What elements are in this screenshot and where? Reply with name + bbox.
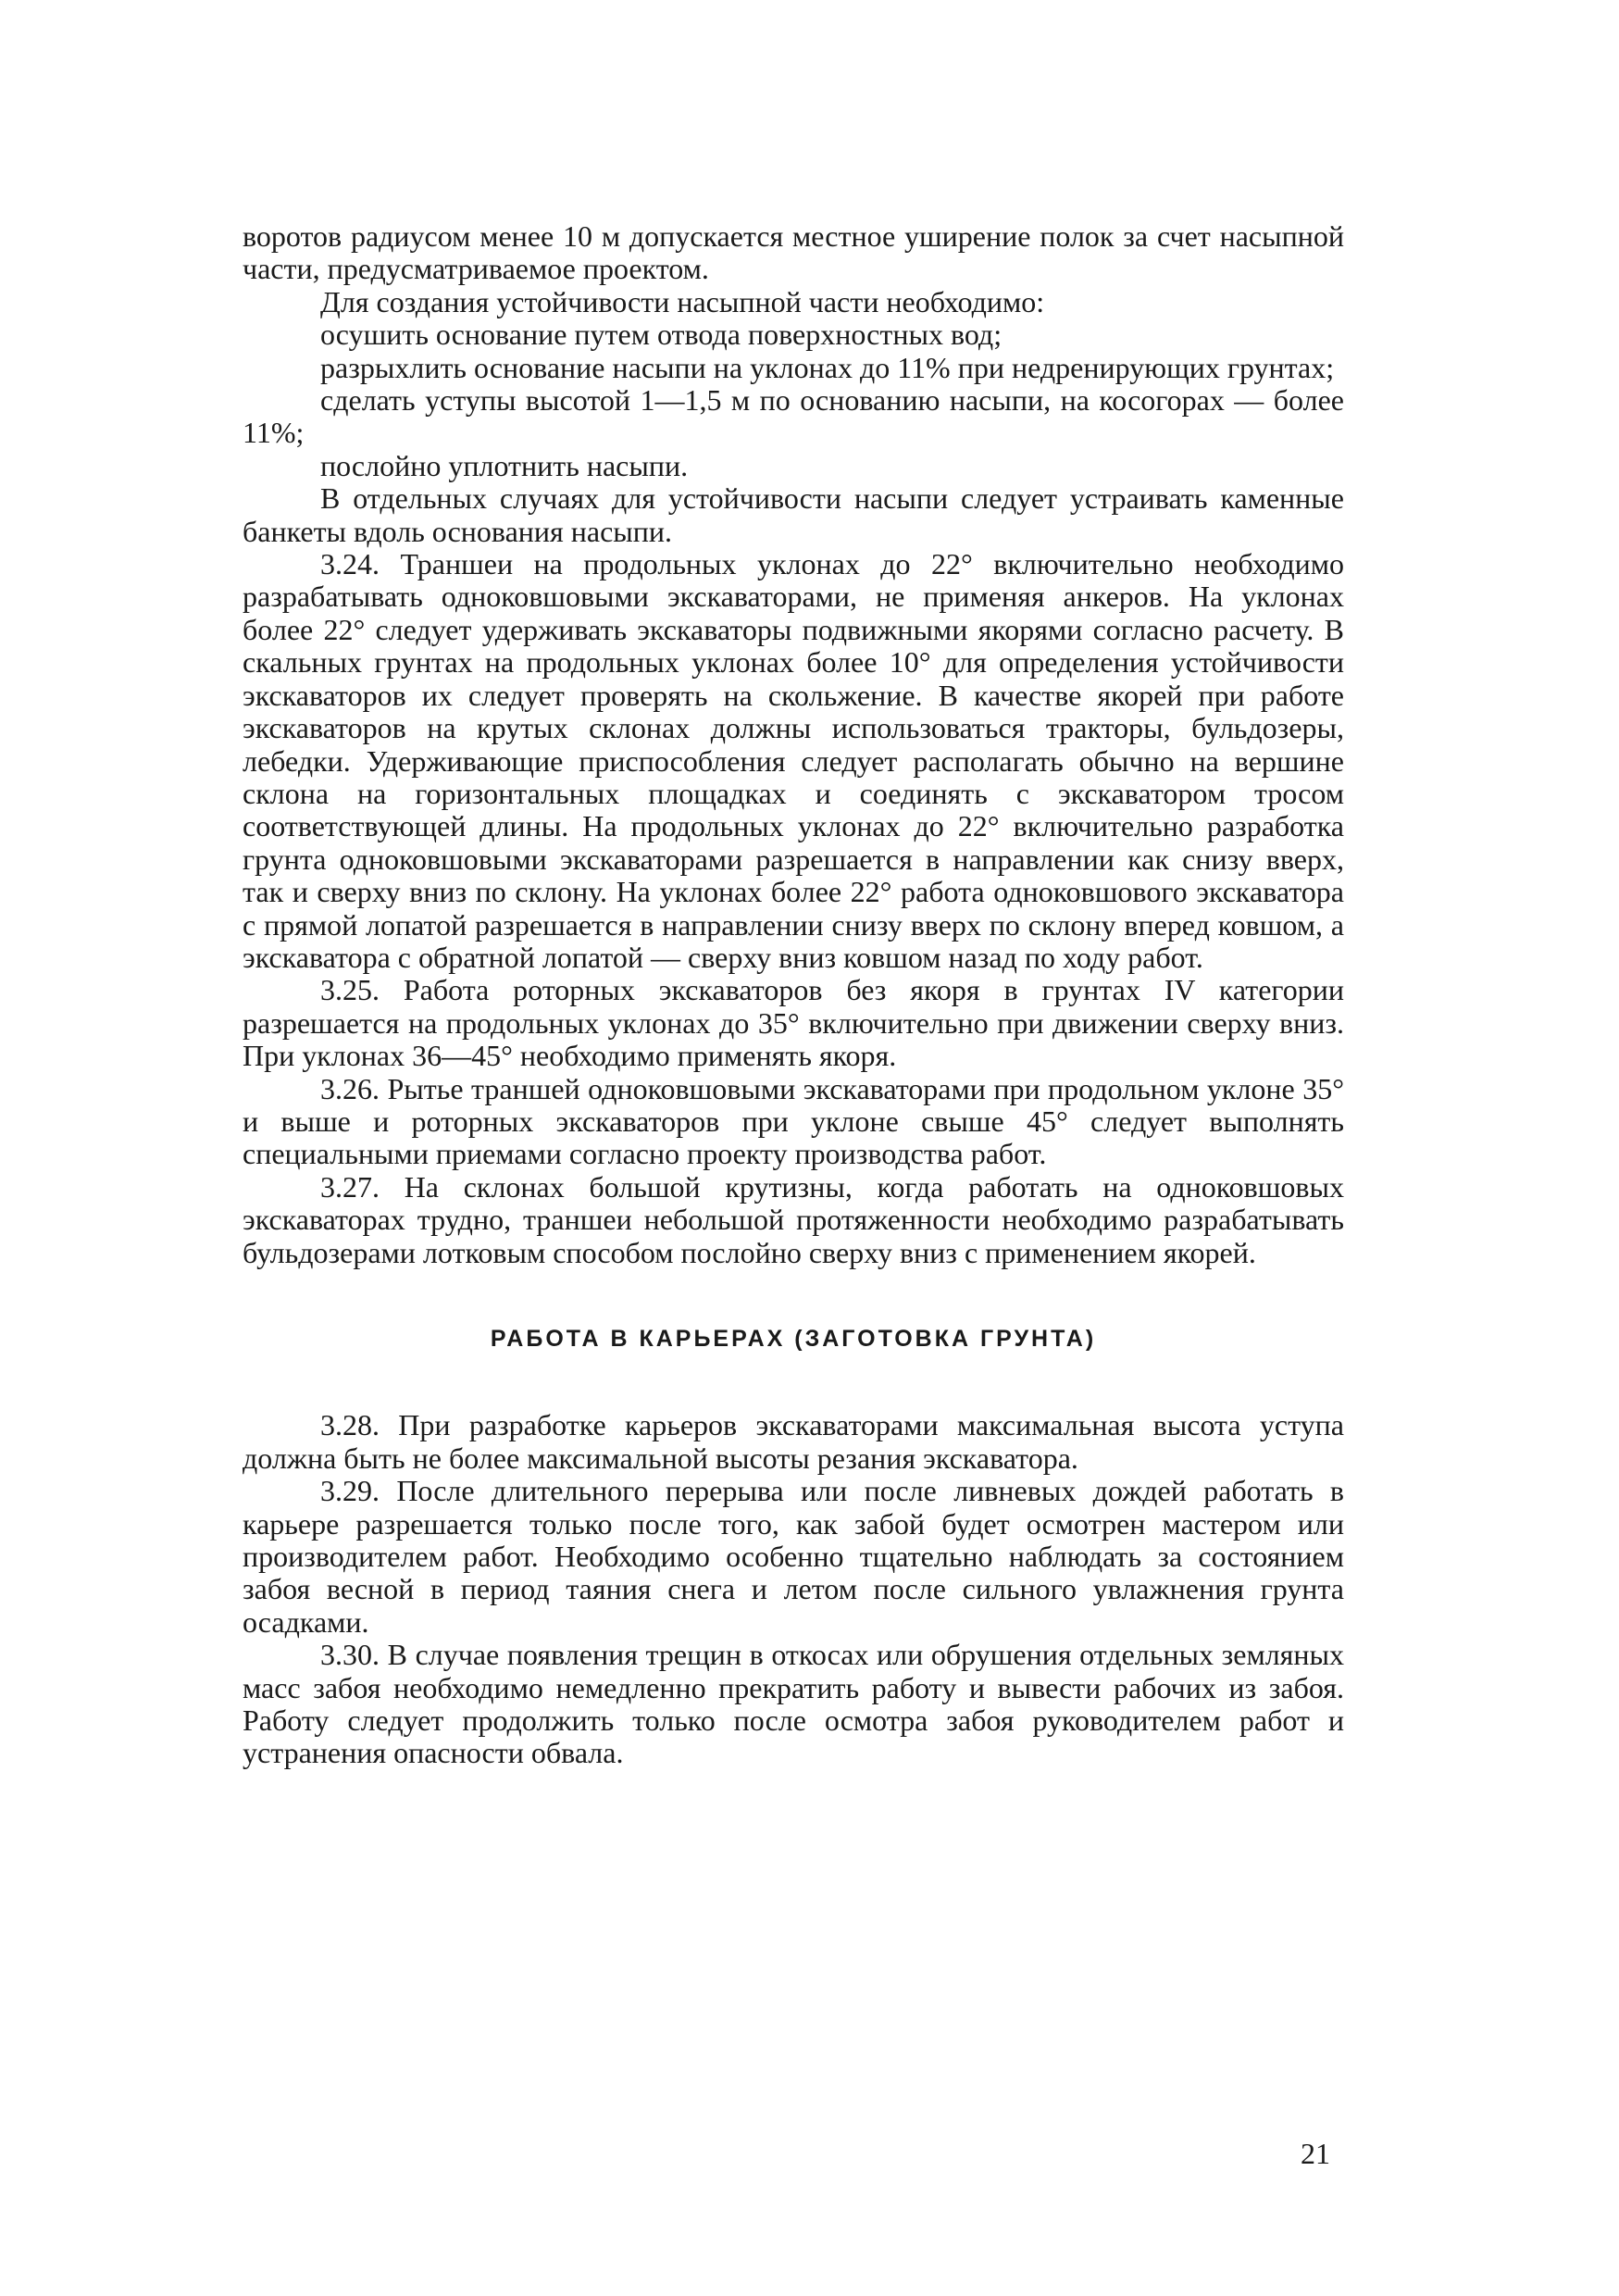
paragraph-3-30: 3.30. В случае появления трещин в откосах или обрушения отдельных земляных масс забоя необходимо немедленно прекратить работу и вывести рабочих из забоя. Работу следует продолжить только после осмотра забоя руководителем работ и устранения опасности обвала.	[243, 1638, 1344, 1770]
section-heading: РАБОТА В КАРЬЕРАХ (ЗАГОТОВКА ГРУНТА)	[490, 1326, 1097, 1352]
page-number: 21	[1301, 2137, 1330, 2170]
document-page	[243, 220, 1344, 1770]
paragraph-3-27: 3.27. На склонах большой крутизны, когда работать на одноковшовых экскаваторах трудно, траншеи небольшой протяженности необходимо разрабатывать бульдозерами лотковым способом послойно сверху вниз с применением якорей.	[243, 1169, 1344, 1269]
list-item-drain: осушить основание путем отвода поверхностных вод;	[320, 318, 1003, 352]
paragraph-banquettes: В отдельных случаях для устойчивости насыпи следует устраивать каменные банкеты вдоль основания насыпи.	[243, 481, 1344, 548]
list-item-compact: послойно уплотнить насыпи.	[320, 448, 689, 482]
paragraph-3-29: 3.29. После длительного перерыва или после ливневых дождей работать в карьере разрешается только после того, как забой будет осмотрен мастером или производителем работ. Необходимо особенно тщательно наблюдать за состоянием забоя весной в период таяния снега и летом после сильного увлажнения грунта осадками.	[243, 1474, 1344, 1639]
paragraph-stability-intro: Для создания устойчивости насыпной части необходимо:	[320, 284, 1045, 318]
list-item-steps: сделать уступы высотой 1—1,5 м по основанию насыпи, на косогорах — более 11%;	[243, 383, 1344, 450]
paragraph-3-24: 3.24. Траншеи на продольных уклонах до 22° включительно необходимо разрабатывать одноковшовыми экскаваторами, не применяя анкеров. На уклонах более 22° следует удерживать экскаваторы подвижными якорями согласно расчету. В скальных грунтах на продольных уклонах более 10° для определения устойчивости экскаваторов их следует проверять на скольжение. В качестве якорей при работе экскаваторов на крутых склонах должны использоваться тракторы, бульдозеры, лебедки. Удерживающие приспособления следует располагать обычно на вершине склона на горизонтальных площадках и соединять с экскаватором тросом соответствующей длины. На продольных уклонах до 22° включительно разработка грунта одноковшовыми экскаваторами разрешается в направлении как снизу вверх, так и сверху вниз по склону. На уклонах более 22° работа одноковшового экскаватора с прямой лопатой разрешается в направлении снизу вверх по склону вперед ковшом, а экскаватора с обратной лопатой — сверху вниз ковшом назад по ходу работ.	[243, 547, 1344, 974]
paragraph-continuation: воротов радиусом менее 10 м допускается местное уширение полок за счет насыпной части, предусматриваемое проектом.	[243, 219, 1344, 286]
paragraph-3-26: 3.26. Рытье траншей одноковшовыми экскаваторами при продольном уклоне 35° и выше и роторных экскаваторов при уклоне свыше 45° следует выполнять специальными приемами согласно проекту производства работ.	[243, 1071, 1344, 1171]
paragraph-3-25: 3.25. Работа роторных экскаваторов без якоря в грунтах IV категории разрешается на продольных уклонах до 35° включительно при движении сверху вниз. При уклонах 36—45° необходимо применять якоря.	[243, 973, 1344, 1073]
list-item-loosen: разрыхлить основание насыпи на уклонах до 11% при недренирующих грунтах;	[320, 350, 1335, 384]
paragraph-3-28: 3.28. При разработке карьеров экскаваторами максимальная высота уступа должна быть не более максимальной высоты резания экскаватора.	[243, 1408, 1344, 1475]
